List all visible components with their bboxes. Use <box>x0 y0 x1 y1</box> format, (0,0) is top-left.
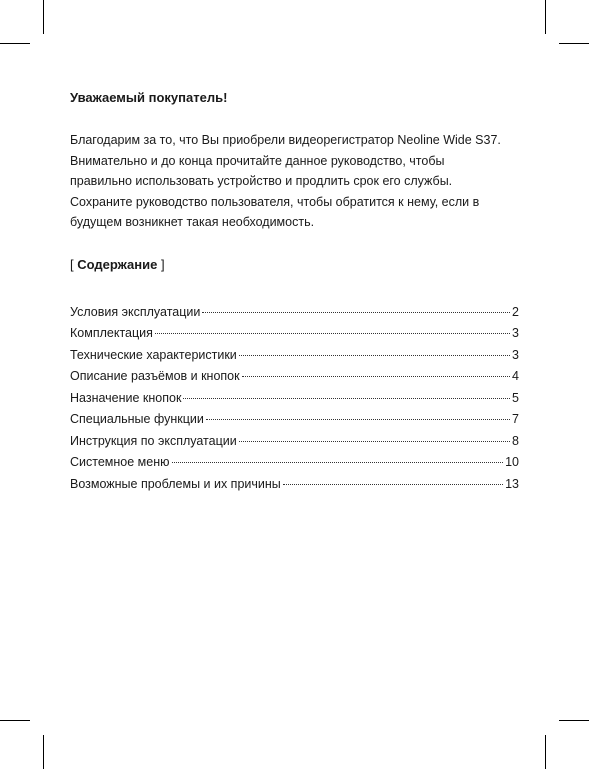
toc-leader-dots <box>155 332 510 334</box>
toc-entry-page: 7 <box>512 412 519 426</box>
toc-entry[interactable] <box>70 302 519 324</box>
toc-entry-label: Комплектация <box>70 326 153 340</box>
toc-entry-label: Назначение кнопок <box>70 390 182 405</box>
toc-entry[interactable] <box>70 345 519 367</box>
toc-leader-dots <box>202 311 510 313</box>
greeting-heading: Уважаемый покупатель! <box>70 90 228 105</box>
toc-leader-dots <box>206 418 510 420</box>
toc-leader-dots <box>242 375 510 377</box>
toc-entry-label: Инструкция по эксплуатации <box>70 433 237 448</box>
toc-leader-dots <box>239 354 510 356</box>
crop-mark-bottom-left-h <box>0 720 30 721</box>
toc-entry[interactable] <box>70 323 519 345</box>
intro-paragraph <box>70 130 520 233</box>
toc-entry-label: Условия эксплуатации <box>70 304 201 319</box>
toc-entry-page: 5 <box>512 390 519 405</box>
toc-entry-label: Специальные функции <box>70 412 204 426</box>
toc-entry-label: Описание разъёмов и кнопок <box>70 369 240 383</box>
toc-entry-page: 10 <box>505 455 519 469</box>
crop-mark-top-right <box>545 0 546 34</box>
toc-title-open-bracket: [ <box>70 256 78 272</box>
toc-title <box>70 256 520 274</box>
intro-line: Благодарим за то, что Вы приобрели видеорегистратор Neoline Wide S37. <box>70 133 501 147</box>
intro-line: будущем возникнет такая необходимость. <box>70 215 315 229</box>
toc-entry-label: Возможные проблемы и их причины <box>70 476 281 491</box>
toc-leader-dots <box>239 440 510 442</box>
toc-entry-label: Технические характеристики <box>70 347 237 362</box>
crop-mark-bottom-right-h <box>559 720 589 721</box>
toc-entry-label: Системное меню <box>70 455 170 469</box>
intro-line: правильно использовать устройство и продлить срок его службы. <box>70 174 453 188</box>
toc-title-text: Содержание <box>77 256 158 272</box>
intro-line: Внимательно и до конца прочитайте данное руководство, чтобы <box>70 153 445 168</box>
toc-entry[interactable] <box>70 409 519 431</box>
toc-entry-page: 4 <box>512 369 519 383</box>
crop-mark-top-left-h <box>0 43 30 44</box>
toc-entry[interactable] <box>70 388 519 410</box>
toc-entry-page: 2 <box>512 304 519 319</box>
page-content <box>70 89 520 495</box>
toc-leader-dots <box>283 483 503 485</box>
toc-title-close-bracket: ] <box>157 256 165 272</box>
toc-leader-dots <box>172 461 504 463</box>
crop-mark-top-right-h <box>559 43 589 44</box>
toc-entry[interactable] <box>70 431 519 453</box>
toc-entry[interactable] <box>70 452 519 474</box>
table-of-contents <box>70 302 519 496</box>
toc-leader-dots <box>183 397 510 399</box>
toc-entry-page: 8 <box>512 433 519 448</box>
toc-entry-page: 3 <box>512 326 519 340</box>
toc-entry[interactable] <box>70 474 519 496</box>
crop-mark-top-left <box>43 0 44 34</box>
toc-entry[interactable] <box>70 366 519 388</box>
toc-entry-page: 13 <box>505 476 519 491</box>
toc-entry-page: 3 <box>512 347 519 362</box>
intro-line: Сохраните руководство пользователя, чтобы обратится к нему, если в <box>70 194 480 209</box>
